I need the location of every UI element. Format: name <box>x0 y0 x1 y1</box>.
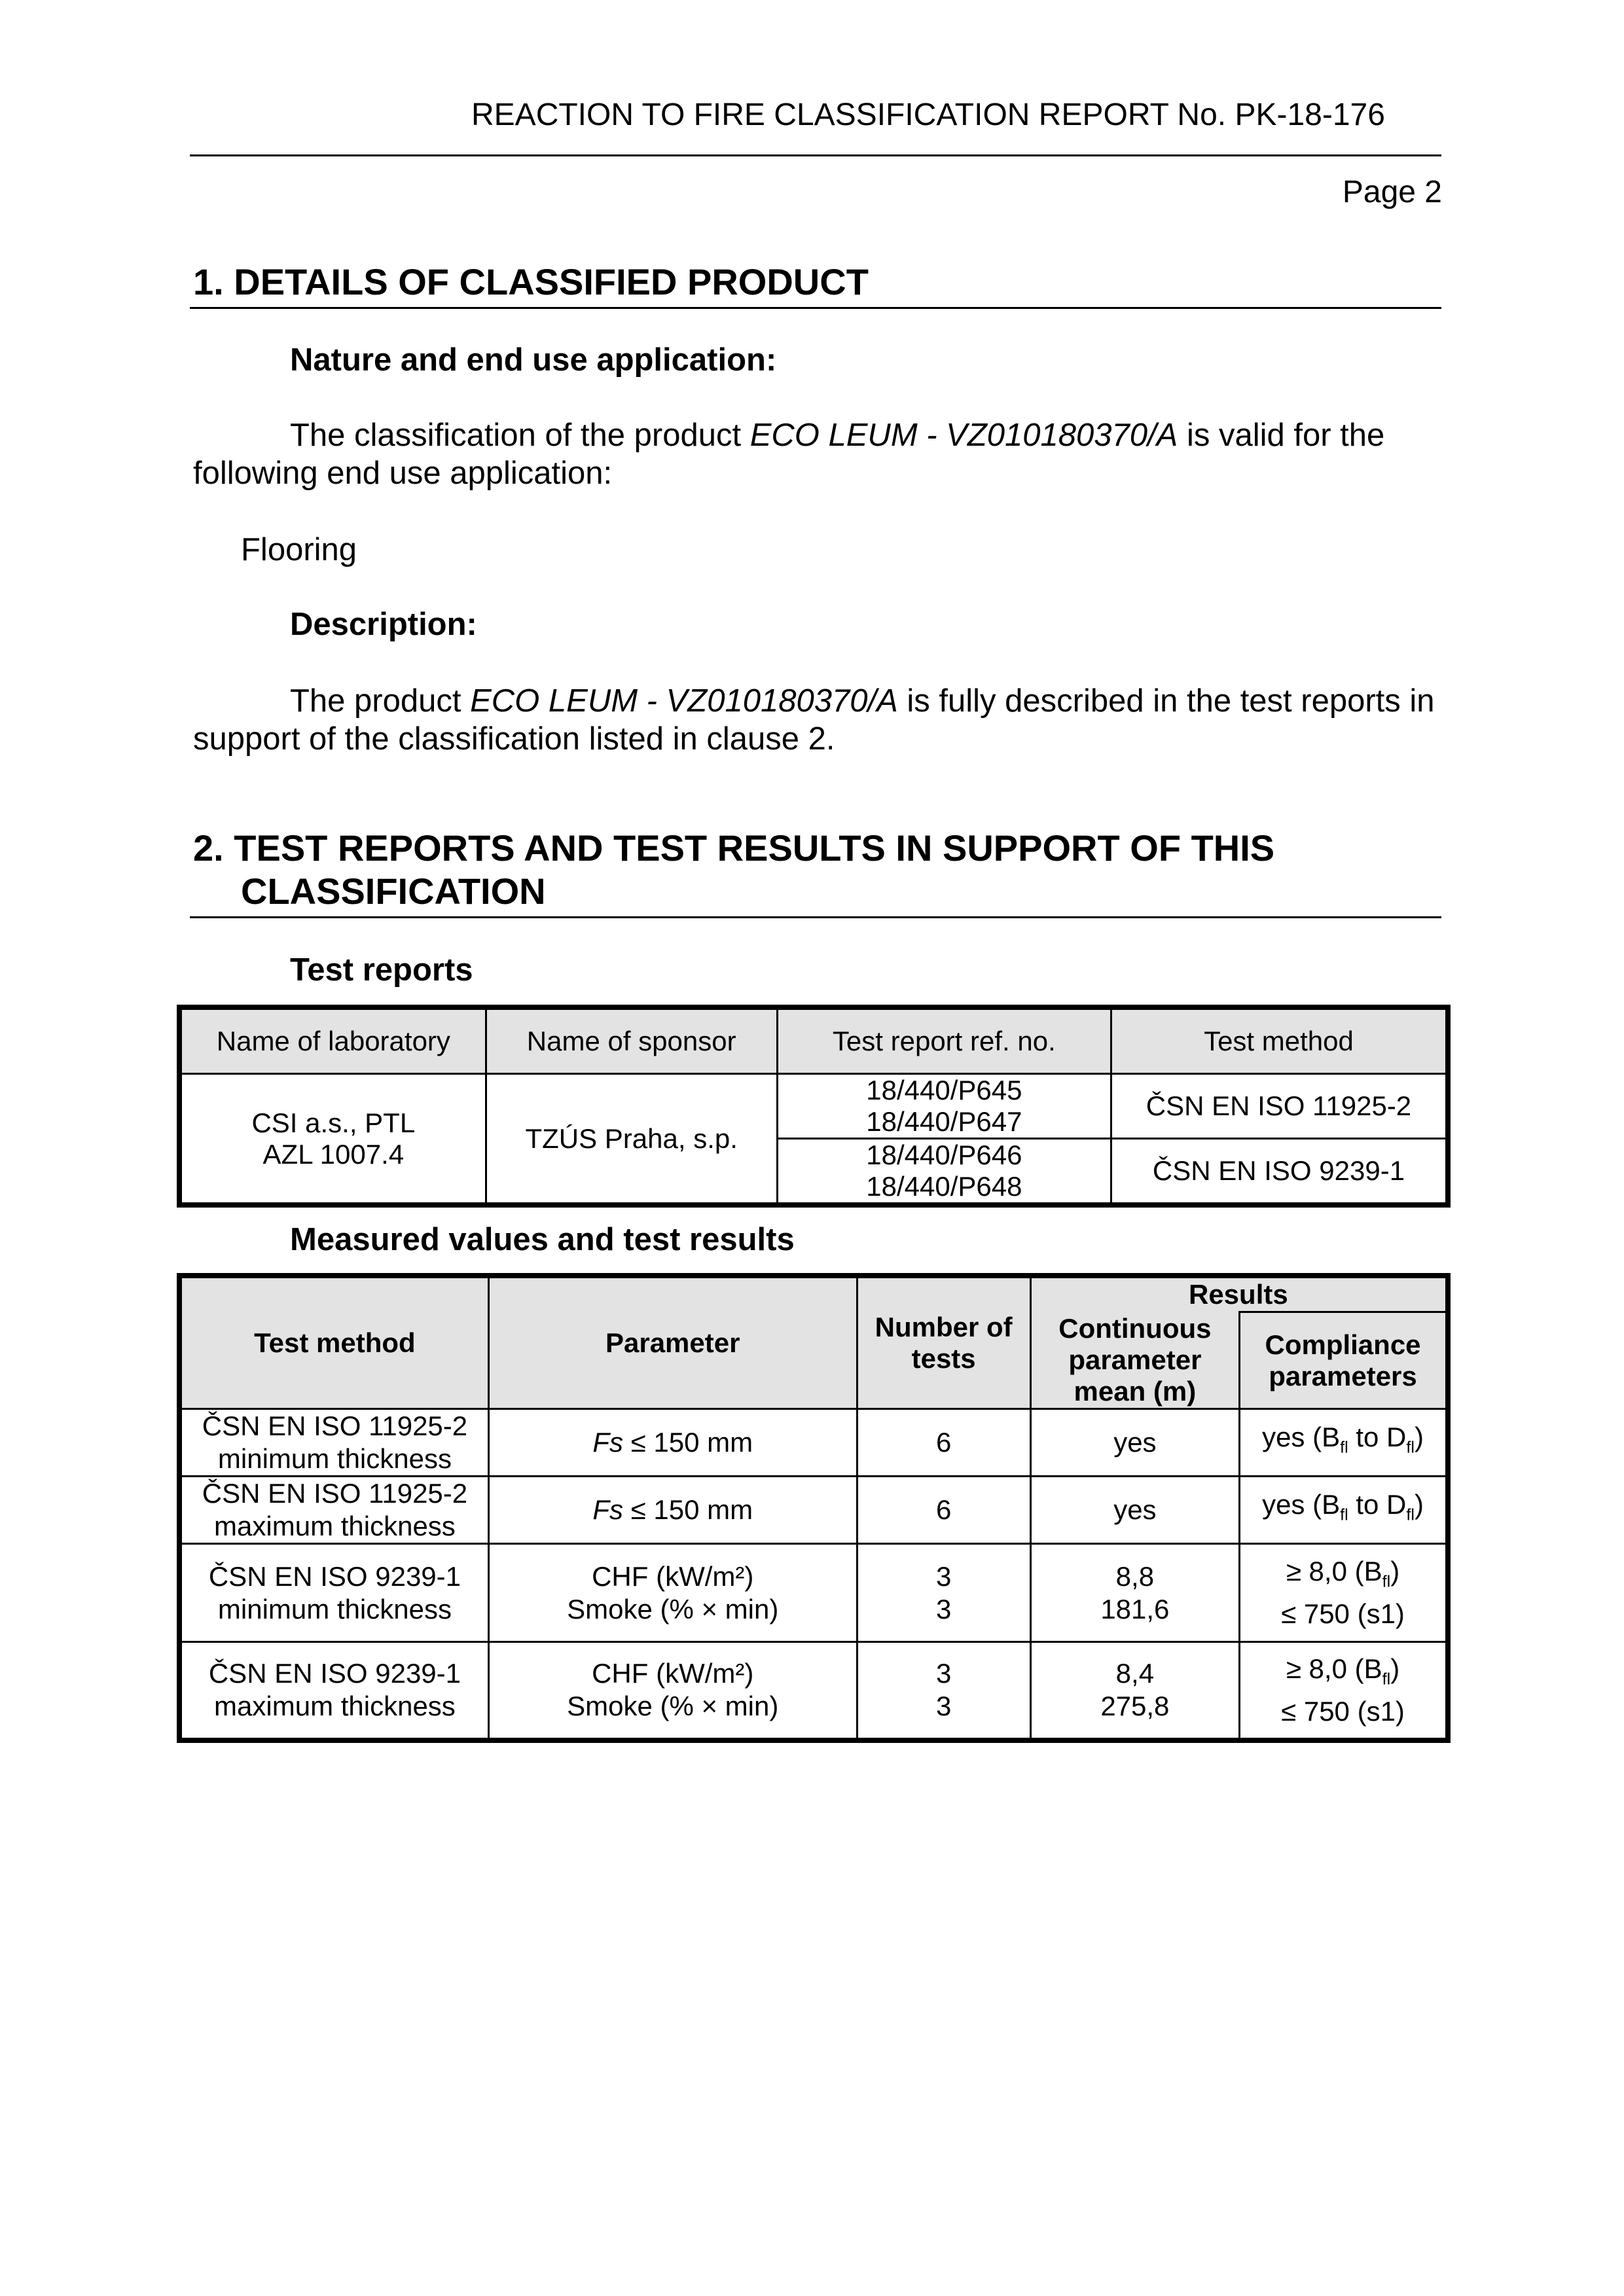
product-name-2: ECO LEUM - VZ010180370/A <box>470 683 898 719</box>
method-name: ČSN EN ISO 9239-1 <box>208 1658 461 1689</box>
continuous-line2: parameter <box>1068 1344 1202 1375</box>
compliance-sub: fl <box>1406 1505 1415 1524</box>
parameter-cell <box>488 1544 857 1642</box>
col-compliance <box>1240 1312 1448 1409</box>
nature-paragraph <box>193 416 1437 492</box>
method-name: ČSN EN ISO 11925-2 <box>202 1478 468 1509</box>
parameter-cell <box>488 1409 857 1477</box>
compliance-pre: yes (B <box>1262 1489 1341 1520</box>
tests-value: 3 <box>935 1691 952 1722</box>
tests-cell <box>857 1544 1030 1642</box>
description-paragraph <box>193 682 1437 758</box>
section-1-rule <box>190 307 1441 309</box>
nature-text-post: is valid for the following end use application: <box>193 418 1385 491</box>
parameter-variable: Fs <box>592 1427 623 1458</box>
nature-heading: Nature and end use application: <box>290 342 777 378</box>
laboratory-line1: CSI a.s., PTL <box>251 1107 416 1138</box>
method-name: ČSN EN ISO 9239-1 <box>208 1560 461 1592</box>
nature-text-pre: The classification of the product <box>290 418 750 453</box>
compliance-post: ) <box>1414 1489 1424 1520</box>
compliance-chf <box>1246 1555 1440 1598</box>
compliance-cell <box>1240 1642 1448 1740</box>
report-ref: 18/440/P646 <box>866 1139 1022 1170</box>
col-results: Results <box>1030 1276 1448 1312</box>
report-ref: 18/440/P647 <box>866 1106 1022 1137</box>
number-of-tests-line2: tests <box>911 1343 976 1374</box>
col-parameter: Parameter <box>488 1276 857 1409</box>
report-ref-cell <box>777 1139 1111 1206</box>
compliance-pre: ≥ 8,0 (B <box>1286 1653 1382 1684</box>
method-name: ČSN EN ISO 11925-2 <box>202 1410 468 1441</box>
page-number: Page 2 <box>1342 175 1442 209</box>
col-number-of-tests <box>857 1276 1030 1409</box>
product-name: ECO LEUM - VZ010180370/A <box>749 418 1178 453</box>
continuous-line1: Continuous <box>1058 1312 1212 1344</box>
continuous-cell <box>1030 1642 1239 1740</box>
table-row <box>179 1642 1448 1740</box>
section-2-title-line1: 2. TEST REPORTS AND TEST RESULTS IN SUPPORT OF THIS <box>193 827 1275 869</box>
table-header-row <box>179 1007 1448 1074</box>
description-heading: Description: <box>290 607 477 642</box>
continuous-cell: yes <box>1030 1409 1239 1477</box>
report-header-title: REACTION TO FIRE CLASSIFICATION REPORT No. PK-18-176 <box>471 98 1385 132</box>
compliance-sub: fl <box>1382 1669 1391 1688</box>
continuous-value: 275,8 <box>1100 1691 1170 1722</box>
col-sponsor: Name of sponsor <box>486 1007 777 1074</box>
section-2-rule <box>190 916 1441 918</box>
compliance-line2: parameters <box>1269 1360 1417 1391</box>
continuous-value: 181,6 <box>1100 1593 1170 1624</box>
compliance-post: ) <box>1390 1555 1400 1587</box>
parameter-cell <box>488 1642 857 1740</box>
tests-cell <box>857 1642 1030 1740</box>
sponsor-cell: TZÚS Praha, s.p. <box>486 1074 777 1206</box>
col-test-method: Test method <box>179 1276 488 1409</box>
number-of-tests-line1: Number of <box>875 1312 1013 1342</box>
col-laboratory: Name of laboratory <box>179 1007 486 1074</box>
tests-cell: 6 <box>857 1477 1030 1544</box>
header-rule <box>190 154 1441 156</box>
parameter-smoke: Smoke (% × min) <box>567 1593 779 1624</box>
table-header-row <box>179 1276 1448 1312</box>
section-2-title-line2: CLASSIFICATION <box>241 870 546 912</box>
description-text-post: is fully described in the test reports in support of the classification listed in clause 2. <box>193 683 1435 757</box>
tests-value: 3 <box>935 1593 952 1624</box>
compliance-pre: yes (B <box>1262 1422 1341 1453</box>
laboratory-cell <box>179 1074 486 1206</box>
col-report-ref: Test report ref. no. <box>777 1007 1111 1074</box>
measured-heading: Measured values and test results <box>290 1222 795 1257</box>
table-row <box>179 1074 1448 1139</box>
compliance-pre: ≥ 8,0 (B <box>1286 1555 1382 1587</box>
test-reports-table <box>177 1005 1451 1208</box>
parameter-chf: CHF (kW/m²) <box>592 1560 754 1592</box>
thickness-label: maximum thickness <box>214 1511 456 1541</box>
parameter-smoke: Smoke (% × min) <box>567 1691 779 1722</box>
compliance-sub: fl <box>1406 1438 1415 1457</box>
compliance-line1: Compliance <box>1265 1329 1421 1360</box>
continuous-line3: mean (m) <box>1074 1375 1197 1407</box>
compliance-sub: fl <box>1340 1438 1348 1457</box>
method-cell <box>179 1477 488 1544</box>
compliance-post: ) <box>1390 1653 1400 1684</box>
results-table <box>177 1273 1451 1743</box>
method-cell <box>179 1409 488 1477</box>
report-ref: 18/440/P645 <box>866 1075 1022 1105</box>
report-ref: 18/440/P648 <box>866 1171 1022 1202</box>
section-1-title: 1. DETAILS OF CLASSIFIED PRODUCT <box>193 261 869 302</box>
continuous-value: 8,4 <box>1115 1658 1155 1689</box>
parameter-variable: Fs <box>592 1494 623 1525</box>
tests-value: 3 <box>935 1560 952 1592</box>
thickness-label: maximum thickness <box>214 1691 456 1722</box>
parameter-chf: CHF (kW/m²) <box>592 1658 754 1689</box>
table-row <box>179 1409 1448 1477</box>
compliance-chf <box>1246 1653 1440 1695</box>
parameter-limit: ≤ 150 mm <box>623 1494 753 1525</box>
col-test-method: Test method <box>1111 1007 1448 1074</box>
continuous-cell: yes <box>1030 1477 1239 1544</box>
thickness-label: minimum thickness <box>217 1443 452 1474</box>
compliance-sub: fl <box>1382 1572 1391 1591</box>
table-row <box>179 1477 1448 1544</box>
compliance-mid: to D <box>1348 1489 1407 1520</box>
description-text-pre: The product <box>290 683 471 719</box>
test-method-cell: ČSN EN ISO 11925-2 <box>1111 1074 1448 1139</box>
table-row <box>179 1544 1448 1642</box>
compliance-cell <box>1240 1477 1448 1544</box>
compliance-smoke: ≤ 750 (s1) <box>1281 1598 1405 1630</box>
compliance-cell <box>1240 1409 1448 1477</box>
tests-value: 3 <box>935 1658 952 1689</box>
col-continuous <box>1030 1312 1239 1409</box>
laboratory-line2: AZL 1007.4 <box>262 1138 405 1170</box>
parameter-limit: ≤ 150 mm <box>623 1427 753 1458</box>
continuous-value: 8,8 <box>1115 1560 1155 1592</box>
tests-cell: 6 <box>857 1409 1030 1477</box>
application-text: Flooring <box>241 532 357 567</box>
report-ref-cell <box>777 1074 1111 1139</box>
parameter-cell <box>488 1477 857 1544</box>
continuous-cell <box>1030 1544 1239 1642</box>
compliance-cell <box>1240 1544 1448 1642</box>
test-reports-heading: Test reports <box>290 952 473 988</box>
method-cell <box>179 1642 488 1740</box>
thickness-label: minimum thickness <box>217 1593 452 1624</box>
compliance-sub: fl <box>1340 1505 1348 1524</box>
compliance-mid: to D <box>1348 1422 1407 1453</box>
compliance-post: ) <box>1414 1422 1424 1453</box>
test-method-cell: ČSN EN ISO 9239-1 <box>1111 1139 1448 1206</box>
compliance-smoke: ≤ 750 (s1) <box>1281 1695 1405 1727</box>
method-cell <box>179 1544 488 1642</box>
